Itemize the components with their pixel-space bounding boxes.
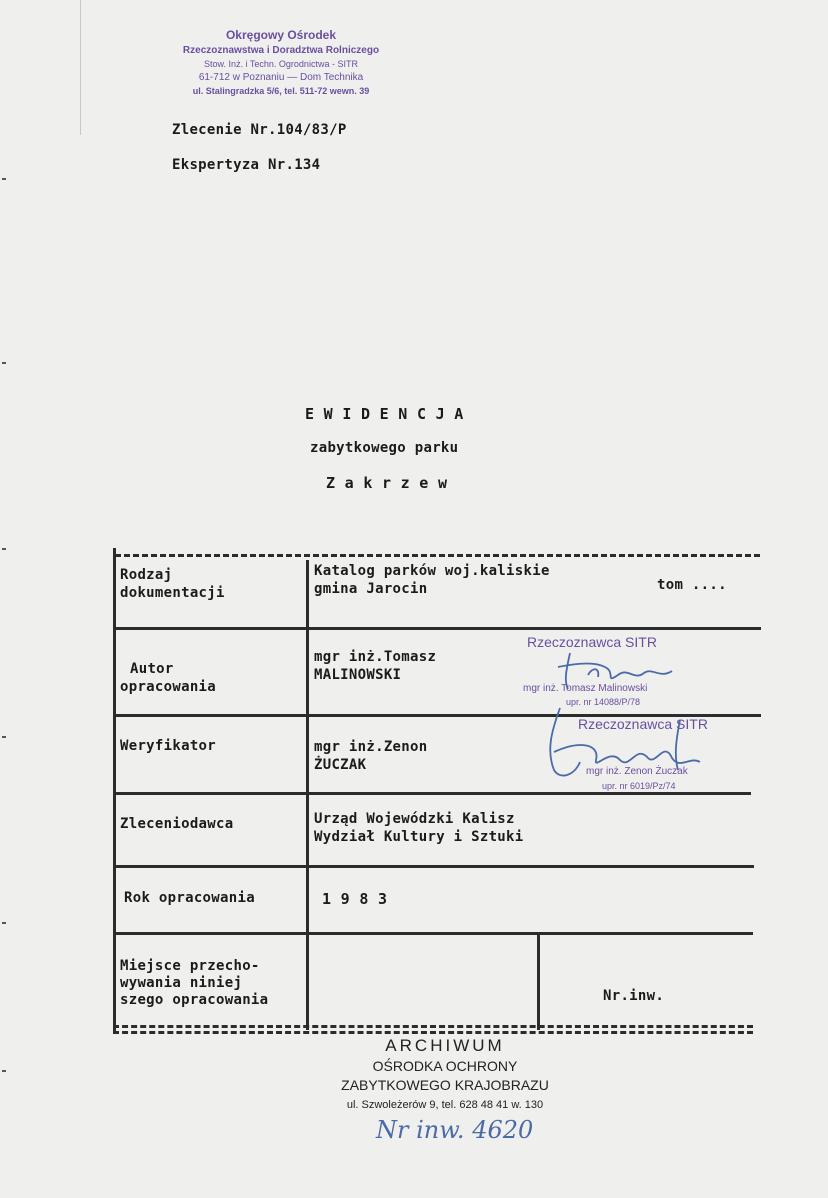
verifier-stamp-title: Rzeczoznawca SITR <box>578 716 708 732</box>
archive-line: ARCHIWUM <box>385 1036 505 1055</box>
table-column-divider <box>306 560 309 1030</box>
table-bottom-border <box>113 1025 753 1028</box>
value-line: Wydział Kultury i Sztuki <box>314 829 524 845</box>
park-name: Z a k r z e w <box>326 474 448 492</box>
value-line: ŻUCZAK <box>314 757 367 773</box>
value-line: gmina Jarocin <box>314 581 428 597</box>
institution-stamp <box>172 28 390 96</box>
document-subtitle: zabytkowego parku <box>310 440 459 456</box>
expertise-number: Ekspertyza Nr.134 <box>172 157 321 173</box>
row-divider <box>113 932 753 935</box>
row-divider <box>113 792 751 795</box>
document-title: E W I D E N C J A <box>305 405 464 423</box>
archive-line: ZABYTKOWEGO KRAJOBRAZU <box>341 1077 549 1093</box>
author-stamp-reg: upr. nr 14088/P/78 <box>566 697 641 707</box>
table-top-border <box>115 554 760 557</box>
margin-mark <box>2 178 6 180</box>
doc-type-label <box>120 566 225 602</box>
margin-mark <box>2 922 6 924</box>
year-value: 1 9 8 3 <box>322 890 388 908</box>
stamp-line: Stow. Inż. i Techn. Ogrodnictwa - SITR <box>204 59 358 69</box>
label-line: dokumentacji <box>120 585 225 601</box>
margin-mark <box>2 1070 6 1072</box>
author-stamp-name: mgr inż. Tomasz Malinowski <box>523 683 648 694</box>
label-line: Autor <box>130 661 174 677</box>
label-line: Rodzaj <box>120 567 173 583</box>
label-line: Miejsce przecho- <box>120 958 260 974</box>
volume-field: tom .... <box>657 577 727 593</box>
client-value <box>314 810 524 846</box>
value-line: mgr inż.Zenon <box>314 739 428 755</box>
verifier-stamp-reg: upr. nr 6019/Pz/74 <box>602 781 676 791</box>
stamp-line: Okręgowy Ośrodek <box>225 28 337 42</box>
archive-line: ul. Szwoleżerów 9, tel. 628 48 41 w. 130 <box>346 1099 544 1111</box>
margin-mark <box>2 736 6 738</box>
author-stamp-title: Rzeczoznawca SITR <box>527 634 657 650</box>
order-number: Zlecenie Nr.104/83/P <box>172 122 347 138</box>
row-divider <box>113 627 761 630</box>
stamp-line: ul. Stalingradzka 5/6, tel. 511-72 wewn. 39 <box>192 86 370 96</box>
verifier-stamp-name: mgr inż. Zenon Żuczak <box>586 766 688 777</box>
label-line: wywania niniej <box>120 975 243 991</box>
archive-line: OŚRODKA OCHRONY <box>372 1058 518 1074</box>
value-line: mgr inż.Tomasz <box>314 649 437 665</box>
handwritten-inventory: Nr inw. 4620 <box>376 1116 534 1144</box>
value-line: MALINOWSKI <box>314 667 402 683</box>
fold-line <box>80 0 81 135</box>
client-label: Zleceniodawca <box>120 816 234 832</box>
row-divider <box>113 865 754 868</box>
author-value <box>314 648 436 684</box>
table-left-border <box>113 548 116 1032</box>
table-bottom-border <box>113 1031 753 1034</box>
label-line: opracowania <box>120 679 217 695</box>
value-line: Katalog parków woj.kaliskie <box>314 563 550 579</box>
archive-stamp <box>300 1036 590 1111</box>
verifier-label: Weryfikator <box>120 738 217 754</box>
label-line: szego opracowania <box>120 992 269 1008</box>
year-label: Rok opracowania <box>124 890 255 906</box>
doc-type-value <box>314 562 550 598</box>
stamp-line: 61-712 w Poznaniu — Dom Technika <box>198 72 364 83</box>
margin-mark <box>2 548 6 550</box>
margin-mark <box>2 362 6 364</box>
table-inner-divider <box>537 934 540 1030</box>
value-line: Urząd Wojewódzki Kalisz <box>314 811 515 827</box>
inventory-number-field: Nr.inw. <box>603 988 665 1004</box>
author-label <box>120 660 216 696</box>
storage-label <box>120 958 268 1009</box>
verifier-value <box>314 738 427 774</box>
stamp-line: Rzeczoznawstwa i Doradztwa Rolniczego <box>182 45 380 56</box>
